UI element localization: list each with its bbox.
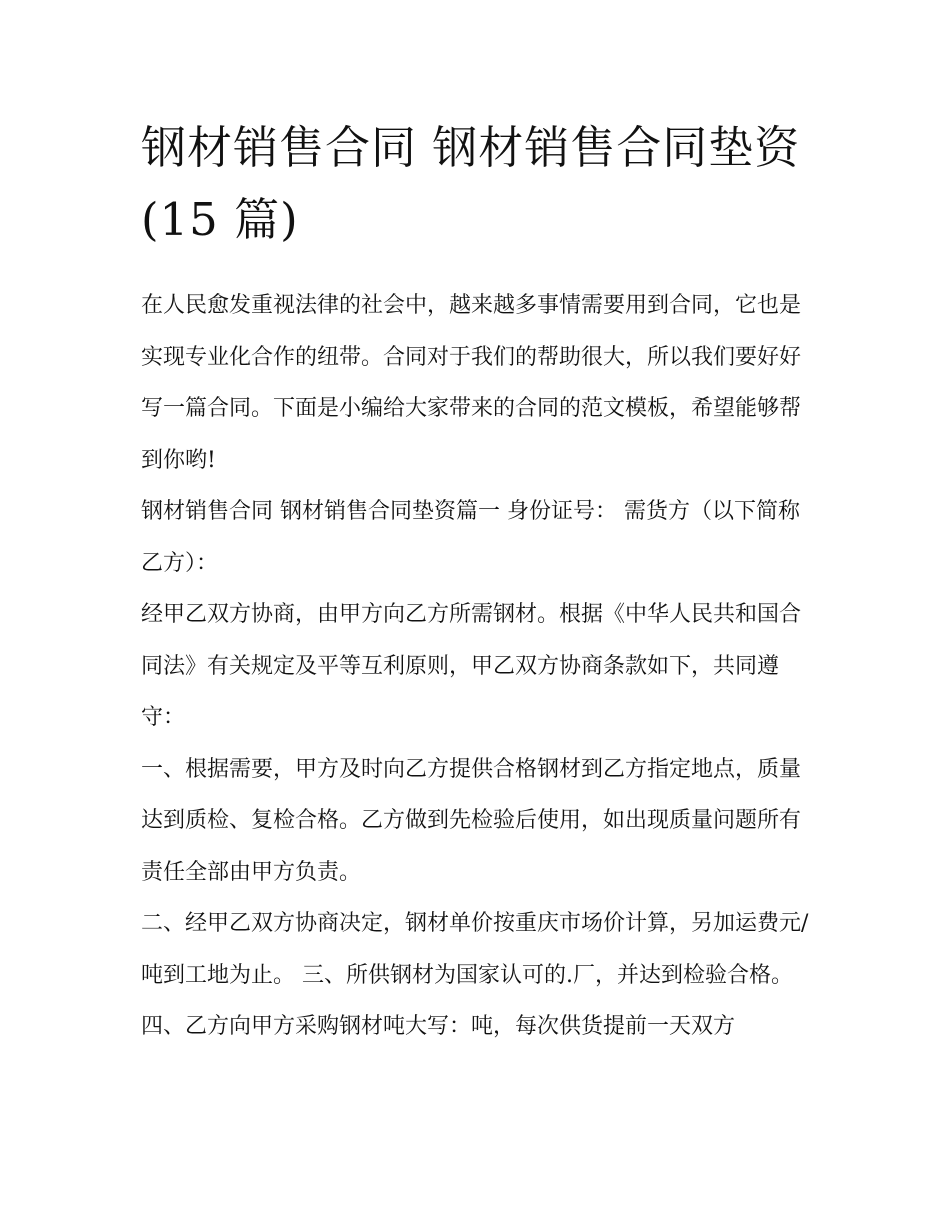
document-title: 钢材销售合同 钢材销售合同垫资(15 篇) xyxy=(141,121,801,246)
clause-2-3-paragraph: 二、经甲乙双方协商决定，钢材单价按重庆市场价计算，另加运费元/吨到工地为止。 三、所供钢材为国家认可的.厂，并达到检验合格。 xyxy=(141,911,809,988)
clause-4-paragraph: 四、乙方向甲方采购钢材吨大写：吨，每次供货提前一天双方 xyxy=(141,1014,736,1039)
document-page xyxy=(141,112,813,1053)
agreement-paragraph: 经甲乙双方协商，由甲方向乙方所需钢材。根据《中华人民共和国合同法》有关规定及平等互利原则，甲乙双方协商条款如下，共同遵守： xyxy=(141,602,802,730)
intro-paragraph: 在人民愈发重视法律的社会中，越来越多事情需要用到合同，它也是实现专业化合作的纽带。合同对于我们的帮助很大，所以我们要好好写一篇合同。下面是小编给大家带来的合同的范文模板，希望能够帮到你哟! xyxy=(141,293,802,473)
contract-heading-paragraph: 钢材销售合同 钢材销售合同垫资篇一 身份证号： 需货方（以下简称乙方）： xyxy=(141,499,800,576)
clause-1-paragraph: 一、根据需要，甲方及时向乙方提供合格钢材到乙方指定地点，质量达到质检、复检合格。乙方做到先检验后使用，如出现质量问题所有责任全部由甲方负责。 xyxy=(141,756,802,885)
